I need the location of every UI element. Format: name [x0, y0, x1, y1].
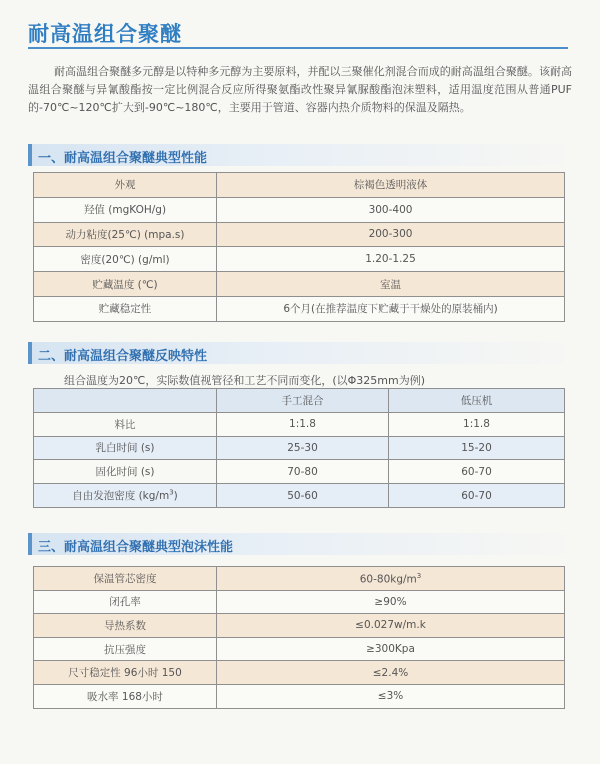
- table-row: [34, 590, 565, 614]
- property-label: 保温管芯密度: [34, 567, 217, 591]
- property-value: ≤2.4%: [217, 661, 565, 685]
- property-label: 贮藏稳定性: [34, 296, 217, 321]
- property-value: 300-400: [217, 197, 565, 222]
- property-label: 闭孔率: [34, 590, 217, 614]
- table-row: [34, 484, 565, 508]
- property-label: 抗压强度: [34, 637, 217, 661]
- table-row: [34, 247, 565, 272]
- column-header-manual: 手工混合: [217, 389, 389, 413]
- table-row: [34, 661, 565, 685]
- section-marker: [28, 533, 32, 555]
- table-row: [34, 412, 565, 436]
- property-value: 1.20-1.25: [217, 247, 565, 272]
- value-text: 60-80kg/m: [359, 573, 417, 586]
- property-value: 6个月(在推荐温度下贮藏于干燥处的原装桶内): [217, 296, 565, 321]
- manual-value: 1:1.8: [217, 412, 389, 436]
- section1-header: [28, 144, 572, 166]
- column-header-low-pressure: 低压机: [389, 389, 565, 413]
- table-row: [34, 272, 565, 297]
- manual-value: 50-60: [217, 484, 389, 508]
- table-row: [34, 637, 565, 661]
- superscript: 3: [169, 488, 174, 497]
- low-pressure-value: 60-70: [389, 484, 565, 508]
- table-row: [34, 436, 565, 460]
- property-value: ≥300Kpa: [217, 637, 565, 661]
- table-row: [34, 460, 565, 484]
- label-text-end: ): [173, 490, 178, 503]
- section3-heading: 三、耐高温组合聚醚典型泡沫性能: [38, 540, 234, 555]
- property-label: 料比: [34, 412, 217, 436]
- low-pressure-value: 15-20: [389, 436, 565, 460]
- low-pressure-value: 60-70: [389, 460, 565, 484]
- property-value: 棕褐色透明液体: [217, 173, 565, 198]
- column-header: [34, 389, 217, 413]
- label-text: 自由发泡密度 (kg/m: [72, 490, 170, 503]
- property-value: [217, 567, 565, 591]
- table-row: [34, 197, 565, 222]
- foam-properties-table: [33, 566, 565, 709]
- section-marker: [28, 144, 32, 166]
- table-row: [34, 567, 565, 591]
- reaction-properties-table: [33, 388, 565, 508]
- property-label: [34, 484, 217, 508]
- low-pressure-value: 1:1.8: [389, 412, 565, 436]
- table-row: [34, 684, 565, 708]
- table-row: [34, 614, 565, 638]
- property-value: 200-300: [217, 222, 565, 247]
- property-label: 外观: [34, 173, 217, 198]
- manual-value: 70-80: [217, 460, 389, 484]
- property-label: 吸水率 168小时: [34, 684, 217, 708]
- property-label: 固化时间 (s): [34, 460, 217, 484]
- superscript: 3: [416, 571, 422, 580]
- property-label: 密度(20℃) (g/ml): [34, 247, 217, 272]
- table-row: [34, 173, 565, 198]
- manual-value: 25-30: [217, 436, 389, 460]
- typical-properties-table: [33, 172, 565, 322]
- table-header-row: [34, 389, 565, 413]
- page-title: 耐高温组合聚醚: [28, 22, 182, 46]
- property-value: ≥90%: [217, 590, 565, 614]
- section2-header: [28, 342, 572, 364]
- section3-header: [28, 533, 572, 555]
- section2-note: 组合温度为20℃，实际数值视管径和工艺不同而变化，(以Φ325mm为例): [64, 374, 426, 387]
- property-label: 尺寸稳定性 96小时 150: [34, 661, 217, 685]
- property-label: 羟值 (mgKOH/g): [34, 197, 217, 222]
- section-marker: [28, 342, 32, 364]
- table-row: [34, 222, 565, 247]
- property-label: 导热系数: [34, 614, 217, 638]
- section2-heading: 二、耐高温组合聚醚反映特性: [38, 349, 208, 364]
- section1-heading: 一、耐高温组合聚醚典型性能: [38, 151, 208, 166]
- property-value: ≤3%: [217, 684, 565, 708]
- title-divider: [28, 47, 568, 49]
- property-label: 乳白时间 (s): [34, 436, 217, 460]
- intro-paragraph: 耐高温组合聚醚多元醇是以特种多元醇为主要原料，并配以三聚催化剂混合而成的耐高温组合聚醚。该耐高温组合聚醚与异氰酸酯按一定比例混合反应所得聚氨酯改性聚异氰脲酸酯泡沫塑料，适用温度范围从普通PUF的-70℃~120℃扩大到-90℃~180℃，主要用于管道、容器内热介质物料的保温及隔热。: [28, 65, 572, 114]
- property-label: 贮藏温度 (℃): [34, 272, 217, 297]
- table-row: [34, 296, 565, 321]
- property-value: ≤0.027w/m.k: [217, 614, 565, 638]
- property-label: 动力粘度(25℃) (mpa.s): [34, 222, 217, 247]
- property-value: 室温: [217, 272, 565, 297]
